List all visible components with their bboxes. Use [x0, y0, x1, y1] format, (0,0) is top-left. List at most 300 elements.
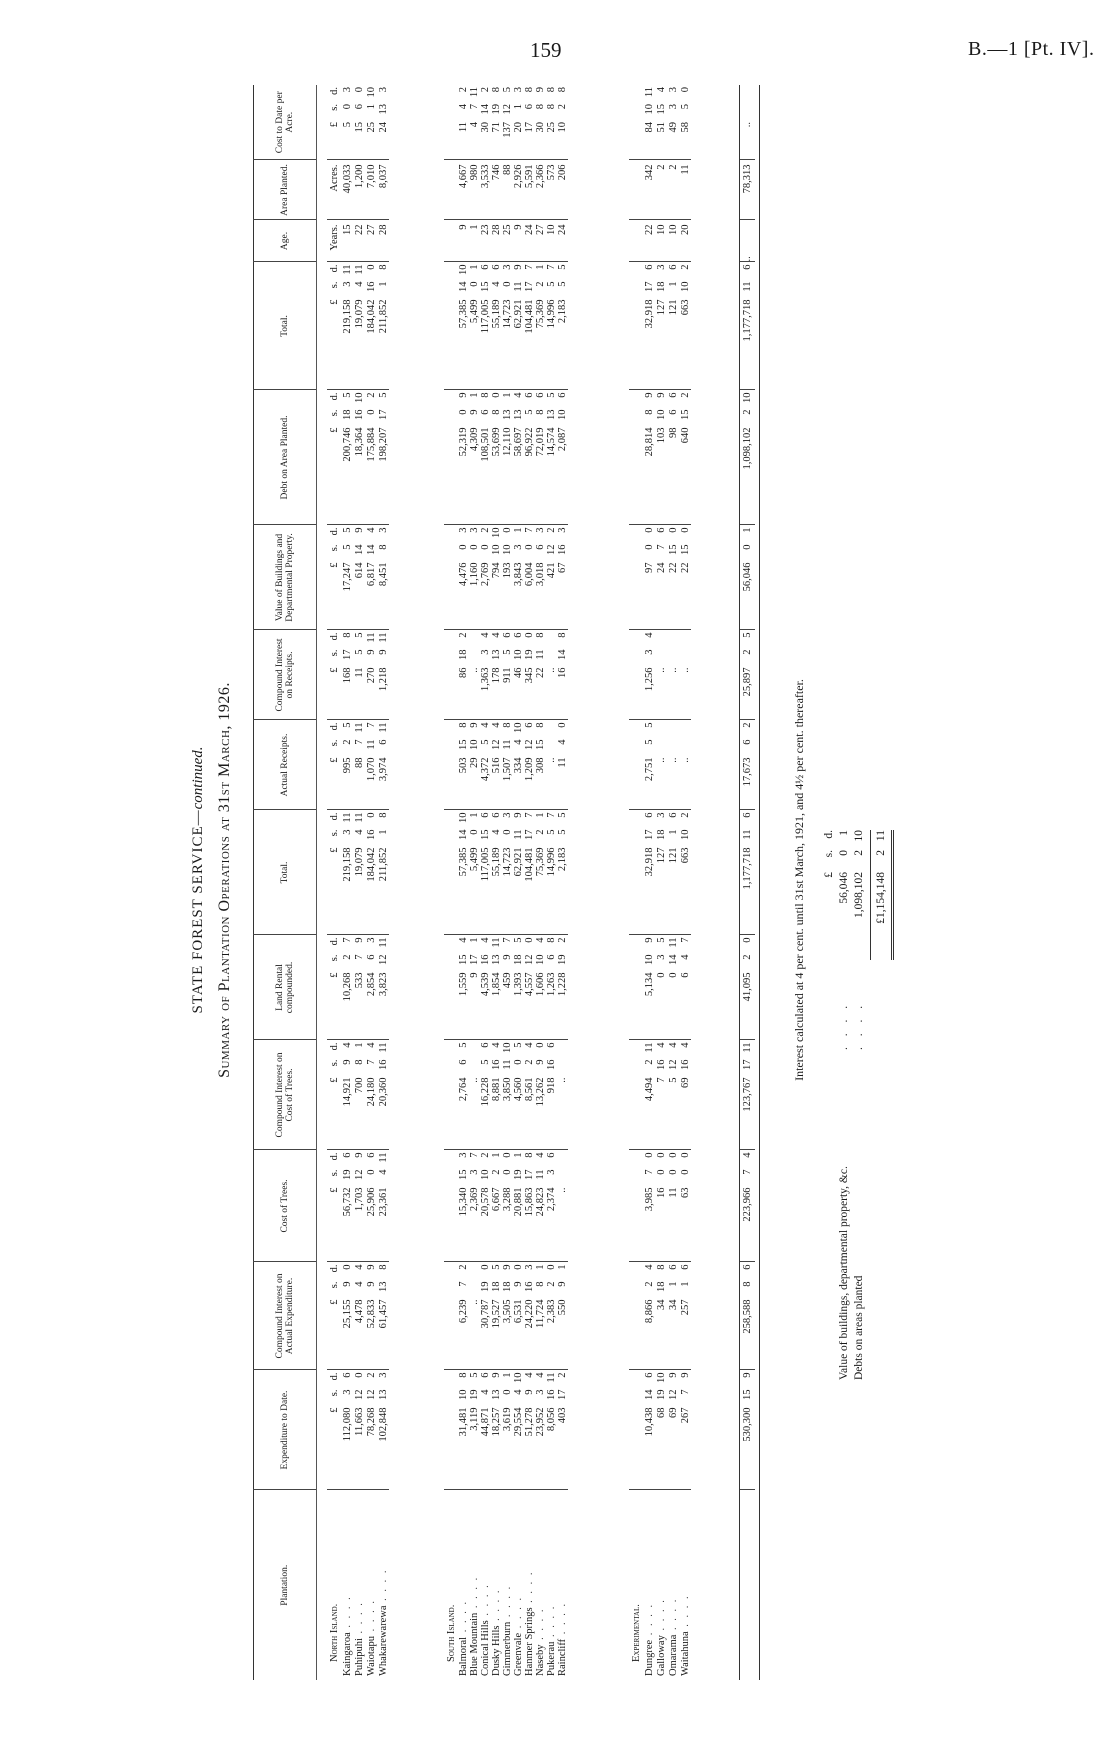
cell-shillings: 0 — [480, 544, 491, 550]
plantation-name — [667, 1490, 679, 1680]
table-cell — [643, 160, 655, 220]
cell-shillings: 19 — [491, 104, 502, 115]
cell-pounds: 22 — [679, 562, 691, 573]
table-cell — [480, 935, 491, 1040]
units-cell — [444, 810, 458, 935]
cell-shillings: 3 — [535, 1389, 546, 1395]
cell-money — [546, 936, 557, 1040]
table-cell — [469, 1262, 480, 1370]
cell-money — [502, 1263, 513, 1370]
table-cell — [480, 1262, 491, 1370]
cell-pence: 6 — [667, 1264, 679, 1270]
cell-money — [656, 526, 667, 630]
cell-pence: 6 — [546, 1152, 557, 1158]
units-cell — [327, 220, 341, 262]
cell-shillings: 2 — [341, 739, 353, 745]
cell-pounds: 103 — [655, 427, 667, 444]
cell-money — [469, 936, 480, 1040]
cell-shillings: 18 — [655, 281, 667, 292]
cell-shillings: 3 — [513, 544, 524, 550]
unit-shillings: s. — [328, 409, 340, 417]
cell-shillings: 1 — [667, 1281, 679, 1287]
table-cell — [524, 220, 535, 262]
table-cell — [458, 220, 469, 262]
cell-money — [469, 1371, 480, 1490]
table-cell — [643, 1040, 655, 1150]
cell-pounds: 4,539 — [480, 972, 491, 997]
cell-pounds: 14,723 — [502, 847, 513, 877]
cell-pounds: 918 — [546, 1077, 557, 1094]
cell-money — [354, 1371, 365, 1490]
cell-shillings: 4 — [491, 281, 502, 287]
cell-pounds: 3,619 — [502, 1407, 513, 1432]
table-cell — [557, 630, 568, 720]
cell-shillings: 2 — [643, 1059, 655, 1065]
cell-pence: 7 — [341, 937, 353, 943]
cell-shillings: 1 — [377, 281, 389, 287]
table-cell — [480, 810, 491, 935]
cell-pence: 1 — [469, 812, 480, 818]
cell-pence: 9 — [513, 264, 524, 270]
spacer — [469, 1282, 480, 1300]
cell-shillings: 17 — [469, 954, 480, 965]
cell-pence: 11 — [377, 632, 389, 643]
table-cell — [377, 1040, 389, 1150]
cell-pounds: 17,247 — [341, 562, 353, 592]
column-header: Cost of Trees. — [254, 1150, 317, 1262]
plantation-name — [480, 1490, 491, 1680]
table-cell — [655, 1262, 667, 1370]
cell-shillings: 5 — [557, 281, 568, 287]
cell-value — [680, 721, 691, 810]
cell-pence: 6 — [480, 812, 491, 818]
cell-money — [342, 1371, 353, 1490]
cell-pence: 4 — [679, 1042, 691, 1048]
cell-pounds: 137 — [502, 122, 513, 138]
total-pence: 6 — [742, 264, 753, 270]
table-cell — [535, 720, 546, 810]
table-cell — [655, 220, 667, 262]
cell-money — [524, 1371, 535, 1490]
cell-pence: 4 — [480, 937, 491, 943]
cell-value: 22 — [353, 224, 365, 235]
total-pounds: 41,095 — [742, 972, 753, 1002]
cell-value: 2 — [655, 164, 667, 170]
dot-leader: . . . . — [838, 1001, 850, 1050]
table-cell — [667, 220, 679, 262]
table-cell — [546, 720, 557, 810]
cell-money — [656, 391, 667, 525]
cell-pence: 1 — [469, 392, 480, 398]
cell-pence: 11 — [377, 722, 389, 733]
spacer — [742, 87, 753, 104]
table-cell — [557, 1040, 568, 1150]
units-cell — [629, 85, 643, 160]
total-shillings: 8 — [742, 1281, 753, 1287]
cell-pounds: 11 — [353, 667, 365, 678]
cell-shillings: 1 — [679, 1281, 691, 1287]
cell-pounds: 16 — [655, 1187, 667, 1198]
cell-shillings: 15 — [458, 739, 469, 750]
cell-pence: 10 — [353, 392, 365, 403]
cell-blank: .. — [557, 1187, 568, 1193]
cell-pence: 4 — [491, 722, 502, 728]
cell-pence: 0 — [643, 1152, 655, 1158]
table-row — [524, 85, 535, 1680]
unit-shillings: s. — [328, 104, 340, 111]
table-cell — [353, 160, 365, 220]
cell-pence: 5 — [341, 722, 353, 728]
cell-pence: 3 — [458, 527, 469, 533]
table-cell — [655, 935, 667, 1040]
table-cell — [513, 1262, 524, 1370]
cell-money — [502, 936, 513, 1040]
cell-pence: 3 — [557, 527, 568, 533]
cell-pence: 0 — [365, 264, 377, 270]
table-cell — [535, 525, 546, 630]
total-money — [742, 391, 753, 525]
cell-pence: 8 — [655, 1264, 667, 1270]
units-cell — [327, 1262, 341, 1370]
spacer — [469, 1043, 480, 1060]
total-pence: 2 — [742, 722, 753, 728]
total-shillings: 11 — [742, 281, 753, 292]
cell-pence: 8 — [458, 1372, 469, 1378]
table-cell — [643, 262, 655, 390]
unit-pence: d. — [328, 1042, 340, 1051]
units-cell — [444, 160, 458, 220]
units-cell — [629, 160, 643, 220]
summary-total-amount — [874, 830, 889, 960]
table-cell — [341, 160, 353, 220]
table-cell — [655, 525, 667, 630]
cell-pounds: 127 — [655, 847, 667, 864]
cell-money — [535, 1041, 546, 1150]
total-shillings: 2 — [742, 954, 753, 960]
cell-pence: 6 — [655, 527, 667, 533]
cell-money — [546, 526, 557, 630]
total-money — [742, 936, 753, 1040]
cell-pounds: 663 — [679, 299, 691, 316]
table-cell — [667, 720, 679, 810]
cell-pounds: 11,724 — [535, 1299, 546, 1328]
cell-pence: 1 — [535, 812, 546, 818]
cell-money — [378, 811, 389, 935]
cell-pence: 6 — [341, 1372, 353, 1378]
cell-shillings: 19 — [513, 1169, 524, 1180]
table-cell — [502, 630, 513, 720]
cell-shillings: 17 — [524, 281, 535, 292]
cell-pounds: 97 — [643, 562, 655, 573]
table-cell — [353, 720, 365, 810]
table-cell — [535, 810, 546, 935]
cell-shillings: 4 — [353, 829, 365, 835]
spacer — [469, 1060, 480, 1078]
cell-shillings: 9 — [535, 1059, 546, 1065]
plantation-label: Balmoral — [458, 1636, 469, 1676]
total-pounds: 223,966 — [742, 1187, 753, 1222]
cell-pence: 2 — [480, 527, 491, 533]
cell-shillings: 3 — [667, 104, 679, 110]
cell-pounds: 58 — [679, 122, 691, 133]
cell-shillings: 5 — [480, 1059, 491, 1065]
table-cell — [491, 525, 502, 630]
cell-shillings: 0 — [502, 1169, 513, 1175]
cell-pence: 6 — [480, 1042, 491, 1048]
cell-shillings: 12 — [353, 1169, 365, 1180]
table-cell — [667, 85, 679, 160]
cell-pounds: 403 — [557, 1407, 568, 1424]
spacer — [668, 633, 679, 650]
plantation-name — [546, 1490, 557, 1680]
cell-money — [354, 1263, 365, 1370]
spacer — [469, 650, 480, 668]
total-pounds: 56,046 — [742, 562, 753, 592]
cell-pounds: 104,481 — [524, 299, 535, 334]
cell-pence: 4 — [524, 1042, 535, 1048]
unit-shillings: s. — [328, 954, 340, 962]
cell-pounds: 22 — [667, 562, 679, 573]
cell-money — [366, 1371, 377, 1490]
units-cell — [327, 525, 341, 630]
plantation-name — [679, 1490, 691, 1680]
cell-pence: 10 — [513, 1372, 524, 1383]
cell-pounds: 257 — [679, 1299, 691, 1316]
table-cell — [655, 1370, 667, 1490]
cell-shillings: 8 — [535, 1281, 546, 1287]
section-label-cell — [629, 1490, 643, 1680]
cell-shillings: 16 — [546, 1389, 557, 1400]
cell-value: 7,010 — [365, 164, 377, 189]
cell-money — [680, 1371, 691, 1490]
cell-value: 4,667 — [458, 164, 469, 189]
cell-pence: 5 — [557, 264, 568, 270]
cell-money — [502, 721, 513, 810]
plantation-name — [458, 1490, 469, 1680]
table-cell — [679, 1262, 691, 1370]
table-cell — [535, 390, 546, 525]
cell-pounds: 911 — [502, 667, 513, 683]
cell-pence: 3 — [377, 527, 389, 533]
cell-money — [366, 1151, 377, 1262]
cell-shillings: 6 — [535, 544, 546, 550]
summary-line — [852, 830, 867, 1380]
table-cell — [557, 85, 568, 160]
total-pounds: 1,177,718 — [742, 299, 753, 342]
cell-value — [656, 631, 667, 720]
cell-pence: 1 — [469, 264, 480, 270]
table-cell — [655, 810, 667, 935]
units-cell — [629, 1262, 643, 1370]
cell-money — [513, 811, 524, 935]
table-cell — [377, 160, 389, 220]
cell-shillings: 3 — [341, 829, 353, 835]
cell-shillings: 13 — [546, 409, 557, 420]
cell-shillings: 7 — [469, 104, 480, 110]
table-cell — [365, 1262, 377, 1370]
cell-money — [524, 85, 535, 160]
cell-pence: 8 — [535, 722, 546, 728]
cell-pence: 4 — [480, 632, 491, 638]
unit-pounds: £ — [328, 1299, 340, 1305]
cell-money — [668, 936, 679, 1040]
cell-pence: 3 — [377, 87, 389, 93]
cell-value — [546, 631, 557, 720]
table-cell — [535, 160, 546, 220]
total-money — [742, 1263, 753, 1370]
cell-money — [668, 85, 679, 160]
table-cell — [535, 1370, 546, 1490]
table-cell — [513, 390, 524, 525]
cell-pounds: 1,363 — [480, 667, 491, 692]
cell-shillings: 18 — [502, 1281, 513, 1292]
table-cell — [546, 1150, 557, 1262]
cell-shillings: 18 — [655, 1281, 667, 1292]
table-cell — [667, 1262, 679, 1370]
spacer-cell — [691, 85, 740, 1680]
table-cell — [667, 1040, 679, 1150]
cell-money — [469, 263, 480, 390]
cell-money — [680, 811, 691, 935]
cell-pounds: 11,663 — [353, 1407, 365, 1436]
cell-money — [342, 1263, 353, 1370]
cell-pence: 6 — [643, 264, 655, 270]
cell-pence: 8 — [377, 264, 389, 270]
cell-shillings: 10 — [679, 281, 691, 292]
column-header: Compound Interest on Cost of Trees. — [254, 1040, 317, 1150]
table-cell — [535, 85, 546, 160]
unit-pounds: £ — [328, 1407, 340, 1413]
unit-label: Years. — [328, 224, 340, 251]
table-cell — [458, 720, 469, 810]
cell-pence: 0 — [502, 1152, 513, 1158]
cell-pounds: 421 — [546, 562, 557, 579]
cell-shillings: 5 — [546, 281, 557, 287]
cell-pounds: 20,360 — [377, 1077, 389, 1107]
spacer-row — [755, 85, 760, 1680]
cell-shillings: 12 — [524, 739, 535, 750]
table-cell — [353, 390, 365, 525]
cell-pence: 10 — [458, 812, 469, 823]
cell-pounds: 108,501 — [480, 427, 491, 462]
cell-money — [366, 811, 377, 935]
cell-money — [513, 1371, 524, 1490]
cell-pence: 6 — [643, 812, 655, 818]
cell-money — [366, 631, 377, 720]
table-cell — [557, 525, 568, 630]
cell-money — [524, 526, 535, 630]
cell-pence: 10 — [458, 264, 469, 275]
cell-shillings: 0 — [469, 544, 480, 550]
table-cell — [524, 1040, 535, 1150]
cell-pounds: 2,369 — [469, 1187, 480, 1212]
cell-pounds: 2,383 — [546, 1299, 557, 1324]
cell-money — [557, 811, 568, 935]
table-cell — [535, 1262, 546, 1370]
cell-money — [502, 1371, 513, 1490]
table-cell — [365, 85, 377, 160]
cell-pounds: 20,578 — [480, 1187, 491, 1217]
cell-money — [458, 811, 469, 935]
cell-pence: 7 — [365, 722, 377, 728]
cell-shillings: 19 — [480, 1281, 491, 1292]
cell-pounds: 72,019 — [535, 427, 546, 457]
plantation-name — [365, 1490, 377, 1680]
cell-pounds: 25,155 — [341, 1299, 353, 1329]
cell-shillings: 12 — [502, 104, 513, 115]
unit-money — [329, 936, 340, 1040]
cell-pence: 5 — [353, 632, 365, 638]
cell-pounds: 11 — [667, 1187, 679, 1198]
table-cell — [341, 220, 353, 262]
cell-pounds: 4,309 — [469, 427, 480, 452]
cell-shillings: 6 — [480, 409, 491, 415]
cell-pounds: 24,180 — [365, 1077, 377, 1107]
cell-money — [535, 526, 546, 630]
cell-pence: 9 — [513, 812, 524, 818]
table-cell — [377, 720, 389, 810]
cell-pounds: 3,018 — [535, 562, 546, 587]
spacer — [822, 1050, 837, 1380]
table-cell — [353, 810, 365, 935]
cell-pounds: 640 — [679, 427, 691, 444]
cell-pounds: 211,852 — [377, 847, 389, 882]
table-cell — [546, 1262, 557, 1370]
cell-value — [469, 631, 480, 720]
cell-pence: 8 — [502, 722, 513, 728]
table-cell — [491, 1150, 502, 1262]
total-value — [742, 85, 753, 160]
cell-pounds: 31,481 — [458, 1407, 469, 1437]
table-cell — [643, 1262, 655, 1370]
units-cell — [327, 390, 341, 525]
cell-pounds: 3,823 — [377, 972, 389, 997]
cell-shillings: 9 — [365, 1281, 377, 1287]
cell-shillings: 4 — [480, 1389, 491, 1395]
cell-pounds: 86 — [458, 667, 469, 678]
table-cell — [502, 160, 513, 220]
cell-pounds: 78,268 — [365, 1407, 377, 1437]
cell-shillings: 2 — [491, 1169, 502, 1175]
table-cell — [546, 220, 557, 262]
table-cell — [643, 1150, 655, 1262]
total-money — [742, 1151, 753, 1262]
cell-money — [342, 936, 353, 1040]
cell-money — [524, 1151, 535, 1262]
cell-pounds: 4,476 — [458, 562, 469, 587]
total-cell — [740, 390, 756, 525]
total-pounds: 25,897 — [742, 667, 753, 697]
cell-value: 342 — [643, 164, 655, 181]
cell-pence: 3 — [502, 264, 513, 270]
units-cell — [444, 630, 458, 720]
cell-pounds: 5,134 — [643, 972, 655, 997]
table-row — [679, 85, 691, 1680]
table-cell — [480, 720, 491, 810]
table-cell — [377, 630, 389, 720]
column-header: Value of Buildings and Departmental Property. — [254, 525, 317, 630]
cell-pence: 0 — [341, 1264, 353, 1270]
units-cell — [629, 262, 643, 390]
cell-pounds: 68 — [655, 1407, 667, 1418]
table-cell — [353, 525, 365, 630]
table-cell — [524, 262, 535, 390]
cell-pence: 4 — [491, 632, 502, 638]
cell-shillings: 17 — [524, 1169, 535, 1180]
cell-shillings: 3 — [655, 954, 667, 960]
cell-pounds: 25 — [546, 122, 557, 133]
cell-money — [378, 721, 389, 810]
